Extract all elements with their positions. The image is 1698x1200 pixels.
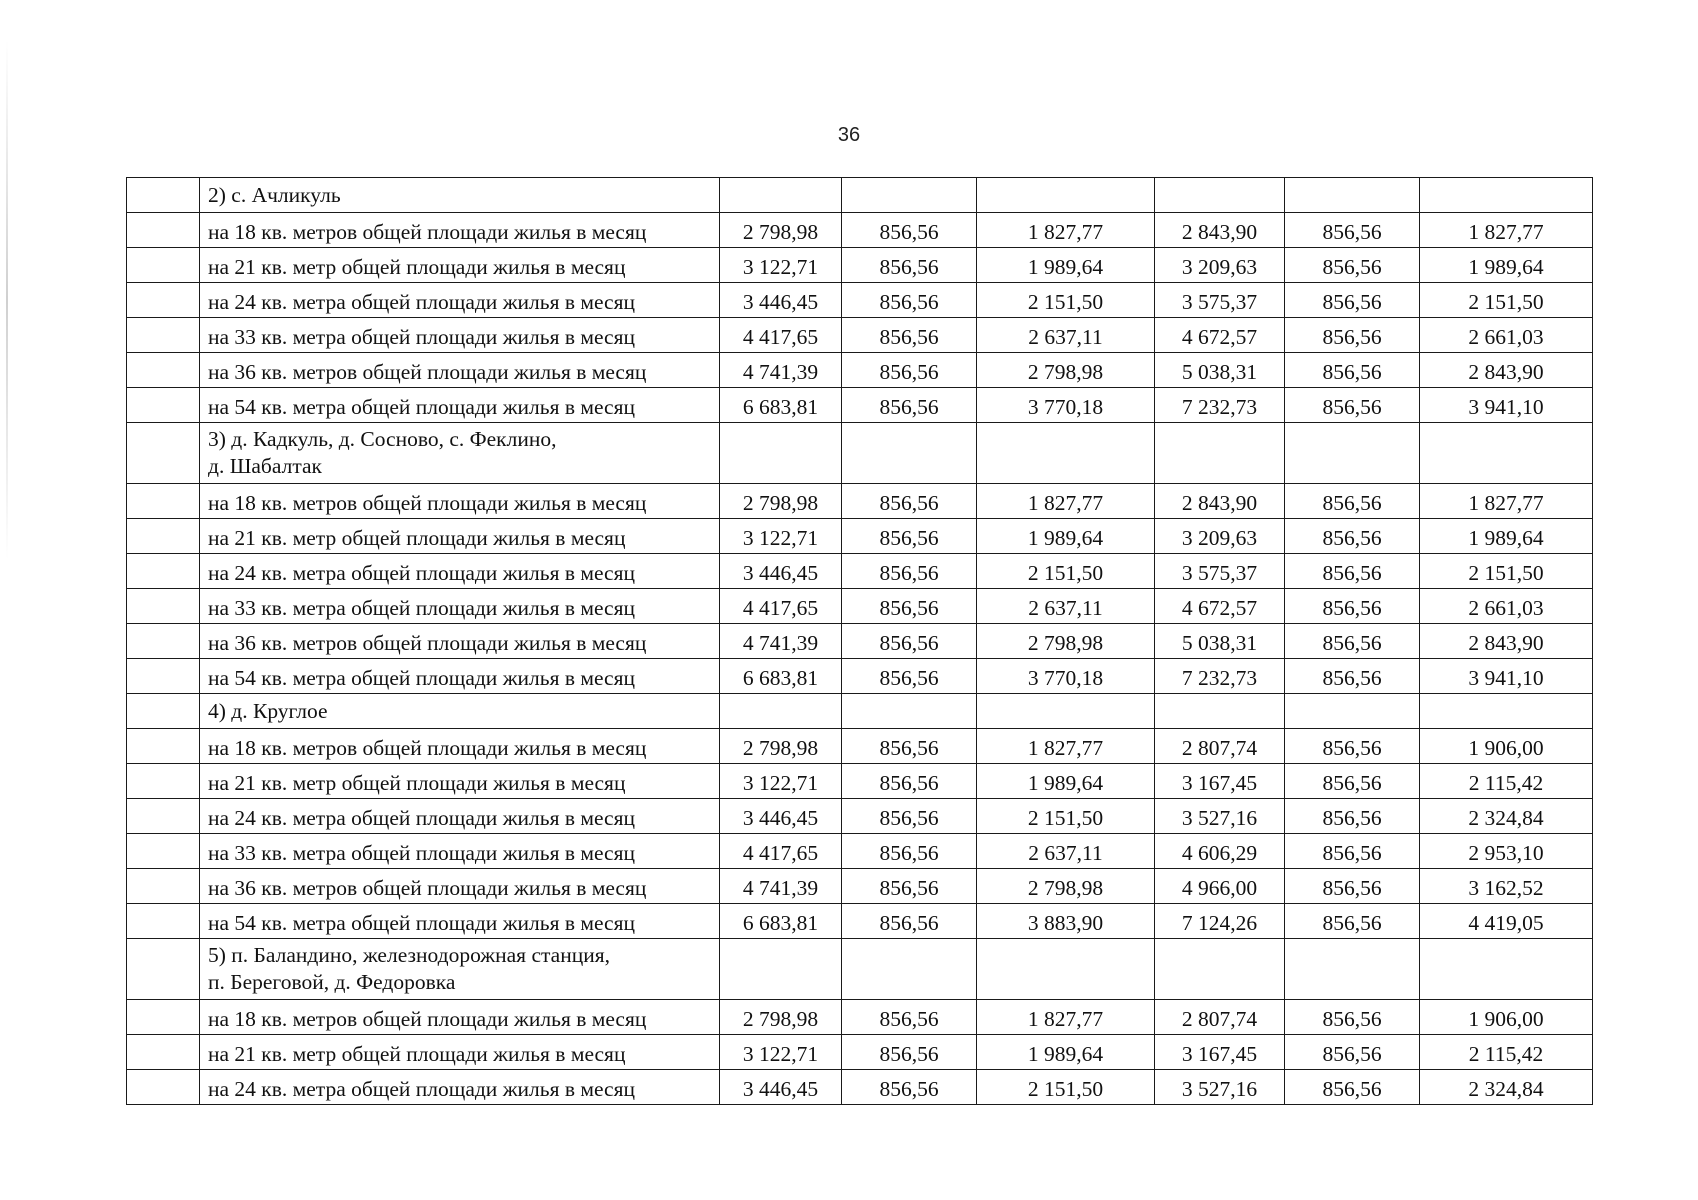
index-cell	[127, 484, 200, 519]
value-cell: 856,56	[842, 729, 977, 764]
value-cell: 2 324,84	[1420, 1070, 1593, 1105]
group-header-row	[127, 939, 1593, 1000]
row-label: на 21 кв. метр общей площади жилья в месяц	[200, 519, 720, 554]
scan-edge-shadow	[6, 40, 8, 560]
empty-cell	[1285, 939, 1420, 1000]
value-cell: 856,56	[842, 318, 977, 353]
empty-cell	[1155, 178, 1285, 213]
value-cell: 856,56	[1285, 283, 1420, 318]
row-label: на 24 кв. метра общей площади жилья в месяц	[200, 283, 720, 318]
row-label: на 54 кв. метра общей площади жилья в месяц	[200, 904, 720, 939]
value-cell: 6 683,81	[720, 904, 842, 939]
value-cell: 2 798,98	[977, 624, 1155, 659]
index-cell	[127, 694, 200, 729]
empty-cell	[1285, 178, 1420, 213]
value-cell: 4 417,65	[720, 589, 842, 624]
value-cell: 856,56	[1285, 1035, 1420, 1070]
value-cell: 2 637,11	[977, 318, 1155, 353]
value-cell: 856,56	[1285, 904, 1420, 939]
value-cell: 3 162,52	[1420, 869, 1593, 904]
value-cell: 1 989,64	[977, 764, 1155, 799]
value-cell: 3 941,10	[1420, 659, 1593, 694]
value-cell: 856,56	[842, 764, 977, 799]
table-row	[127, 624, 1593, 659]
value-cell: 4 672,57	[1155, 318, 1285, 353]
value-cell: 856,56	[1285, 764, 1420, 799]
value-cell: 4 606,29	[1155, 834, 1285, 869]
value-cell: 5 038,31	[1155, 624, 1285, 659]
row-label: на 24 кв. метра общей площади жилья в месяц	[200, 1070, 720, 1105]
value-cell: 856,56	[842, 213, 977, 248]
value-cell: 1 906,00	[1420, 729, 1593, 764]
value-cell: 4 417,65	[720, 834, 842, 869]
group-title: 3) д. Кадкуль, д. Сосново, с. Феклино, д. Шабалтак	[200, 423, 720, 484]
table-row	[127, 1070, 1593, 1105]
row-label: на 21 кв. метр общей площади жилья в месяц	[200, 764, 720, 799]
index-cell	[127, 869, 200, 904]
value-cell: 856,56	[1285, 353, 1420, 388]
value-cell: 2 151,50	[977, 554, 1155, 589]
index-cell	[127, 1070, 200, 1105]
value-cell: 856,56	[842, 624, 977, 659]
table-row	[127, 659, 1593, 694]
index-cell	[127, 554, 200, 589]
table-row	[127, 283, 1593, 318]
index-cell	[127, 283, 200, 318]
page-number: 36	[837, 124, 861, 146]
value-cell: 3 122,71	[720, 248, 842, 283]
value-cell: 2 115,42	[1420, 764, 1593, 799]
value-cell: 3 122,71	[720, 519, 842, 554]
value-cell: 3 209,63	[1155, 519, 1285, 554]
value-cell: 2 661,03	[1420, 589, 1593, 624]
value-cell: 3 167,45	[1155, 764, 1285, 799]
value-cell: 3 446,45	[720, 283, 842, 318]
value-cell: 1 827,77	[1420, 213, 1593, 248]
value-cell: 856,56	[1285, 834, 1420, 869]
value-cell: 856,56	[1285, 799, 1420, 834]
empty-cell	[720, 694, 842, 729]
value-cell: 3 446,45	[720, 1070, 842, 1105]
value-cell: 1 827,77	[977, 1000, 1155, 1035]
empty-cell	[1420, 423, 1593, 484]
value-cell: 856,56	[1285, 659, 1420, 694]
empty-cell	[977, 178, 1155, 213]
index-cell	[127, 624, 200, 659]
value-cell: 1 827,77	[1420, 484, 1593, 519]
index-cell	[127, 834, 200, 869]
value-cell: 2 843,90	[1155, 213, 1285, 248]
index-cell	[127, 729, 200, 764]
table-row	[127, 213, 1593, 248]
value-cell: 2 843,90	[1420, 624, 1593, 659]
empty-cell	[1420, 694, 1593, 729]
table-row	[127, 1035, 1593, 1070]
value-cell: 856,56	[1285, 1000, 1420, 1035]
table-row	[127, 248, 1593, 283]
table-row	[127, 904, 1593, 939]
value-cell: 2 798,98	[977, 353, 1155, 388]
value-cell: 856,56	[842, 519, 977, 554]
table-row	[127, 729, 1593, 764]
value-cell: 1 989,64	[977, 1035, 1155, 1070]
row-label: на 21 кв. метр общей площади жилья в месяц	[200, 1035, 720, 1070]
value-cell: 7 232,73	[1155, 388, 1285, 423]
value-cell: 1 989,64	[1420, 519, 1593, 554]
value-cell: 856,56	[1285, 484, 1420, 519]
table-row	[127, 589, 1593, 624]
row-label: на 18 кв. метров общей площади жилья в месяц	[200, 484, 720, 519]
value-cell: 1 827,77	[977, 213, 1155, 248]
value-cell: 7 232,73	[1155, 659, 1285, 694]
value-cell: 856,56	[1285, 318, 1420, 353]
group-header-row	[127, 423, 1593, 484]
index-cell	[127, 659, 200, 694]
index-cell	[127, 318, 200, 353]
empty-cell	[1420, 178, 1593, 213]
tariff-table	[126, 177, 1593, 1105]
group-header-row	[127, 178, 1593, 213]
table-row	[127, 1000, 1593, 1035]
group-title: 5) п. Баландино, железнодорожная станция, п. Береговой, д. Федоровка	[200, 939, 720, 1000]
table-row	[127, 318, 1593, 353]
value-cell: 856,56	[842, 869, 977, 904]
row-label: на 33 кв. метра общей площади жилья в месяц	[200, 318, 720, 353]
empty-cell	[842, 939, 977, 1000]
value-cell: 1 989,64	[977, 248, 1155, 283]
value-cell: 2 807,74	[1155, 729, 1285, 764]
empty-cell	[1420, 939, 1593, 1000]
index-cell	[127, 1035, 200, 1070]
row-label: на 36 кв. метров общей площади жилья в месяц	[200, 353, 720, 388]
value-cell: 2 151,50	[1420, 283, 1593, 318]
value-cell: 856,56	[1285, 869, 1420, 904]
value-cell: 2 843,90	[1420, 353, 1593, 388]
value-cell: 856,56	[1285, 554, 1420, 589]
row-label: на 18 кв. метров общей площади жилья в месяц	[200, 729, 720, 764]
value-cell: 5 038,31	[1155, 353, 1285, 388]
value-cell: 856,56	[842, 904, 977, 939]
value-cell: 3 446,45	[720, 554, 842, 589]
row-label: на 24 кв. метра общей площади жилья в месяц	[200, 799, 720, 834]
value-cell: 1 989,64	[977, 519, 1155, 554]
value-cell: 6 683,81	[720, 659, 842, 694]
value-cell: 856,56	[1285, 248, 1420, 283]
value-cell: 3 122,71	[720, 764, 842, 799]
empty-cell	[842, 694, 977, 729]
value-cell: 1 827,77	[977, 729, 1155, 764]
value-cell: 4 741,39	[720, 624, 842, 659]
index-cell	[127, 178, 200, 213]
table-row	[127, 388, 1593, 423]
table-row	[127, 519, 1593, 554]
index-cell	[127, 764, 200, 799]
row-label: на 54 кв. метра общей площади жилья в месяц	[200, 659, 720, 694]
row-label: на 24 кв. метра общей площади жилья в месяц	[200, 554, 720, 589]
value-cell: 856,56	[1285, 729, 1420, 764]
value-cell: 2 151,50	[977, 799, 1155, 834]
value-cell: 2 115,42	[1420, 1035, 1593, 1070]
value-cell: 3 575,37	[1155, 554, 1285, 589]
empty-cell	[1155, 694, 1285, 729]
value-cell: 2 798,98	[720, 213, 842, 248]
value-cell: 2 798,98	[720, 484, 842, 519]
value-cell: 3 883,90	[977, 904, 1155, 939]
value-cell: 6 683,81	[720, 388, 842, 423]
value-cell: 856,56	[842, 589, 977, 624]
value-cell: 2 661,03	[1420, 318, 1593, 353]
index-cell	[127, 799, 200, 834]
empty-cell	[720, 939, 842, 1000]
value-cell: 856,56	[842, 1035, 977, 1070]
value-cell: 2 151,50	[977, 1070, 1155, 1105]
empty-cell	[1285, 423, 1420, 484]
empty-cell	[1285, 694, 1420, 729]
row-label: на 36 кв. метров общей площади жилья в месяц	[200, 869, 720, 904]
table-body	[127, 178, 1593, 1105]
empty-cell	[720, 423, 842, 484]
index-cell	[127, 213, 200, 248]
value-cell: 2 953,10	[1420, 834, 1593, 869]
value-cell: 856,56	[842, 1000, 977, 1035]
row-label: на 36 кв. метров общей площади жилья в месяц	[200, 624, 720, 659]
value-cell: 2 637,11	[977, 834, 1155, 869]
empty-cell	[977, 694, 1155, 729]
group-header-row	[127, 694, 1593, 729]
value-cell: 856,56	[842, 1070, 977, 1105]
empty-cell	[842, 178, 977, 213]
empty-cell	[720, 178, 842, 213]
value-cell: 4 419,05	[1420, 904, 1593, 939]
index-cell	[127, 1000, 200, 1035]
empty-cell	[977, 939, 1155, 1000]
table-row	[127, 764, 1593, 799]
index-cell	[127, 353, 200, 388]
value-cell: 2 324,84	[1420, 799, 1593, 834]
value-cell: 856,56	[1285, 589, 1420, 624]
value-cell: 856,56	[842, 484, 977, 519]
value-cell: 2 637,11	[977, 589, 1155, 624]
value-cell: 4 672,57	[1155, 589, 1285, 624]
value-cell: 856,56	[842, 283, 977, 318]
value-cell: 856,56	[1285, 1070, 1420, 1105]
value-cell: 856,56	[842, 834, 977, 869]
index-cell	[127, 519, 200, 554]
value-cell: 3 122,71	[720, 1035, 842, 1070]
value-cell: 856,56	[842, 353, 977, 388]
value-cell: 4 966,00	[1155, 869, 1285, 904]
value-cell: 856,56	[842, 659, 977, 694]
value-cell: 3 446,45	[720, 799, 842, 834]
table-row	[127, 554, 1593, 589]
empty-cell	[842, 423, 977, 484]
value-cell: 4 741,39	[720, 869, 842, 904]
value-cell: 4 741,39	[720, 353, 842, 388]
row-label: на 33 кв. метра общей площади жилья в месяц	[200, 834, 720, 869]
value-cell: 2 807,74	[1155, 1000, 1285, 1035]
value-cell: 2 798,98	[720, 1000, 842, 1035]
value-cell: 4 417,65	[720, 318, 842, 353]
value-cell: 2 798,98	[977, 869, 1155, 904]
value-cell: 856,56	[1285, 519, 1420, 554]
value-cell: 3 575,37	[1155, 283, 1285, 318]
value-cell: 3 527,16	[1155, 1070, 1285, 1105]
value-cell: 7 124,26	[1155, 904, 1285, 939]
value-cell: 3 527,16	[1155, 799, 1285, 834]
row-label: на 33 кв. метра общей площади жилья в месяц	[200, 589, 720, 624]
index-cell	[127, 388, 200, 423]
index-cell	[127, 904, 200, 939]
value-cell: 3 941,10	[1420, 388, 1593, 423]
table-row	[127, 353, 1593, 388]
row-label: на 18 кв. метров общей площади жилья в месяц	[200, 1000, 720, 1035]
index-cell	[127, 423, 200, 484]
value-cell: 856,56	[1285, 213, 1420, 248]
value-cell: 2 151,50	[977, 283, 1155, 318]
value-cell: 856,56	[842, 799, 977, 834]
value-cell: 2 843,90	[1155, 484, 1285, 519]
table-row	[127, 834, 1593, 869]
group-title: 4) д. Круглое	[200, 694, 720, 729]
table-row	[127, 869, 1593, 904]
empty-cell	[977, 423, 1155, 484]
value-cell: 856,56	[842, 554, 977, 589]
empty-cell	[1155, 423, 1285, 484]
value-cell: 1 989,64	[1420, 248, 1593, 283]
table-row	[127, 484, 1593, 519]
value-cell: 2 151,50	[1420, 554, 1593, 589]
value-cell: 2 798,98	[720, 729, 842, 764]
value-cell: 856,56	[1285, 624, 1420, 659]
value-cell: 3 770,18	[977, 388, 1155, 423]
value-cell: 3 770,18	[977, 659, 1155, 694]
group-title: 2) с. Ачликуль	[200, 178, 720, 213]
value-cell: 1 906,00	[1420, 1000, 1593, 1035]
row-label: на 54 кв. метра общей площади жилья в месяц	[200, 388, 720, 423]
row-label: на 18 кв. метров общей площади жилья в месяц	[200, 213, 720, 248]
value-cell: 856,56	[842, 388, 977, 423]
index-cell	[127, 248, 200, 283]
row-label: на 21 кв. метр общей площади жилья в месяц	[200, 248, 720, 283]
table-row	[127, 799, 1593, 834]
index-cell	[127, 589, 200, 624]
empty-cell	[1155, 939, 1285, 1000]
value-cell: 3 209,63	[1155, 248, 1285, 283]
value-cell: 856,56	[1285, 388, 1420, 423]
index-cell	[127, 939, 200, 1000]
value-cell: 3 167,45	[1155, 1035, 1285, 1070]
value-cell: 856,56	[842, 248, 977, 283]
value-cell: 1 827,77	[977, 484, 1155, 519]
